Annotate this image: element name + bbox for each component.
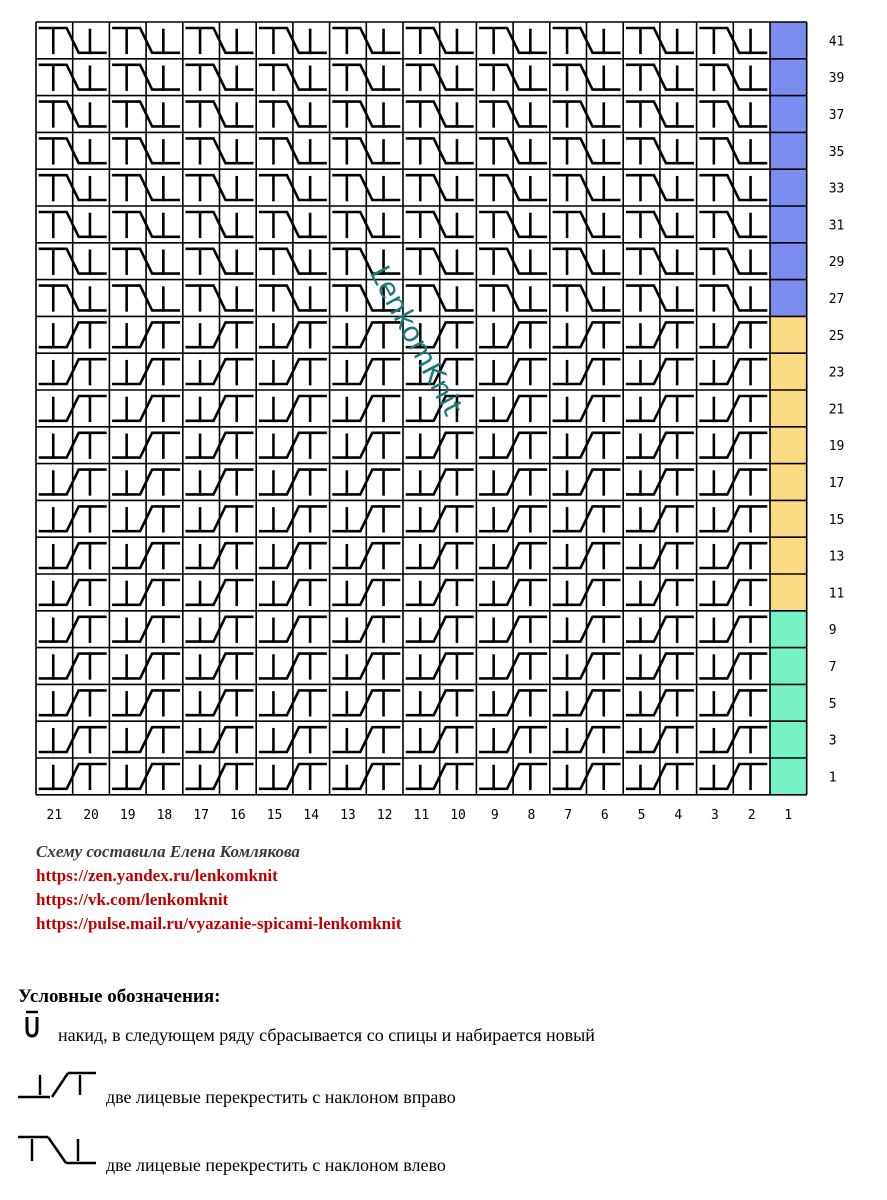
row-number: 15 <box>828 512 845 528</box>
column-number: 9 <box>490 807 499 823</box>
row-number: 25 <box>828 328 845 344</box>
band-cell <box>770 500 807 537</box>
column-number: 1 <box>784 807 793 823</box>
row-number: 21 <box>828 402 845 418</box>
band-cell <box>770 390 807 427</box>
column-number: 8 <box>527 807 536 823</box>
row-number: 31 <box>828 218 845 234</box>
band-cell <box>770 132 807 169</box>
legend-text-right-cross: две лицевые перекрестить с наклоном вправо <box>106 1087 456 1107</box>
band-cell <box>770 316 807 353</box>
column-number: 10 <box>450 807 466 823</box>
band-cell <box>770 96 807 133</box>
row-number: 11 <box>828 586 845 602</box>
left-cross-icon <box>18 1133 98 1173</box>
column-number: 18 <box>156 807 173 823</box>
credits <box>36 840 656 936</box>
legend-text-left-cross: две лицевые перекрестить с наклоном влево <box>106 1155 446 1175</box>
column-number: 2 <box>747 807 756 823</box>
legend-text-yarn-over: накид, в следующем ряду сбрасывается со спицы и набирается новый <box>58 1025 595 1045</box>
band-cell <box>770 353 807 390</box>
legend-item-left-cross <box>18 1133 878 1173</box>
row-number: 23 <box>828 365 845 381</box>
row-number: 13 <box>828 549 845 565</box>
row-number: 19 <box>828 439 845 455</box>
row-number: 1 <box>828 770 837 786</box>
column-number: 12 <box>376 807 393 823</box>
row-number: 7 <box>828 660 837 675</box>
row-number: 35 <box>828 144 845 160</box>
credit-link-zen[interactable]: https://zen.yandex.ru/lenkomknit <box>36 866 278 885</box>
band-cell <box>770 721 807 758</box>
legend-item-yarn-over <box>18 1009 878 1043</box>
column-number: 6 <box>600 807 609 823</box>
column-number: 15 <box>266 807 283 823</box>
band-cell <box>770 611 807 648</box>
legend <box>18 985 878 1175</box>
column-number: 21 <box>46 807 63 823</box>
column-number: 5 <box>637 807 646 823</box>
column-number: 3 <box>711 807 719 823</box>
row-number: 37 <box>828 108 845 123</box>
band-cell <box>770 206 807 243</box>
credit-link-pulse[interactable]: https://pulse.mail.ru/vyazanie-spicami-lenkomknit <box>36 914 402 933</box>
column-number: 14 <box>303 807 320 823</box>
column-number: 4 <box>674 807 683 823</box>
band-cell <box>770 22 807 59</box>
row-number: 29 <box>828 255 845 271</box>
yarn-over-icon <box>18 1009 48 1043</box>
credits-author: Схему составила Елена Комлякова <box>36 842 300 861</box>
band-cell <box>770 59 807 96</box>
row-number: 27 <box>828 292 845 307</box>
row-number: 3 <box>828 733 837 749</box>
column-number: 16 <box>230 807 246 823</box>
row-number: 9 <box>828 623 837 639</box>
band-cell <box>770 684 807 721</box>
column-number: 13 <box>340 807 356 823</box>
column-number: 11 <box>413 807 430 823</box>
credit-link-vk[interactable]: https://vk.com/lenkomknit <box>36 890 229 909</box>
band-cell <box>770 169 807 206</box>
column-number: 7 <box>564 807 573 823</box>
column-number: 20 <box>83 807 99 823</box>
row-number: 17 <box>828 476 845 491</box>
row-number: 5 <box>828 696 837 712</box>
band-cell <box>770 464 807 501</box>
band-cell <box>770 648 807 685</box>
band-cell <box>770 427 807 464</box>
right-cross-icon <box>18 1069 98 1103</box>
row-number: 41 <box>828 34 845 50</box>
watermark: LenkomKnit <box>363 260 470 421</box>
band-cell <box>770 537 807 574</box>
band-cell <box>770 280 807 317</box>
legend-title: Условные обозначения: <box>18 986 221 1007</box>
band-cell <box>770 243 807 280</box>
row-number: 33 <box>828 181 845 197</box>
band-cell <box>770 758 807 795</box>
legend-item-right-cross <box>18 1069 878 1109</box>
column-number: 19 <box>119 807 136 823</box>
row-number: 39 <box>828 71 845 87</box>
band-cell <box>770 574 807 611</box>
column-number: 17 <box>193 807 209 823</box>
